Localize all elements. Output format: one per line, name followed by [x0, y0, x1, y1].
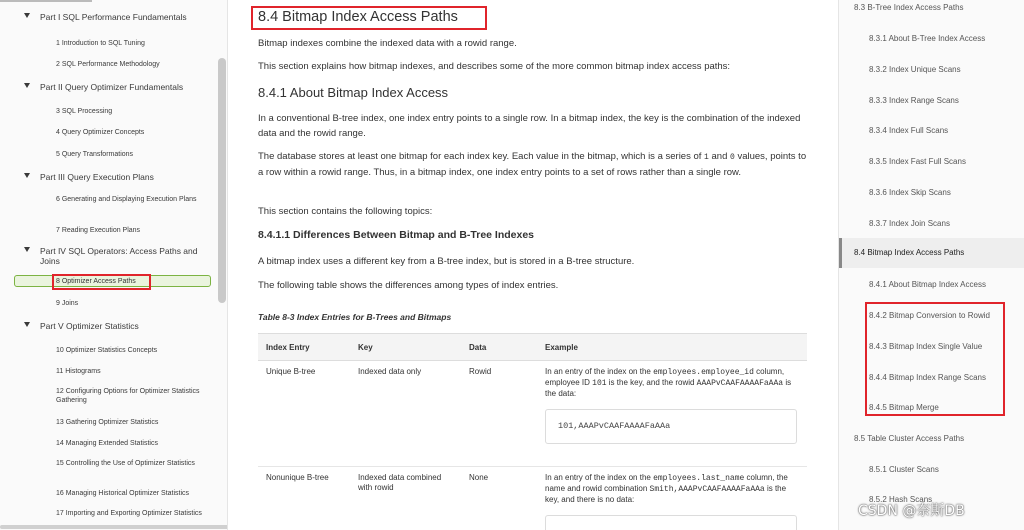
toc-chapter-item[interactable]: 12 Configuring Options for Optimizer Statistics Gathering [56, 388, 200, 404]
caret-down-icon[interactable] [24, 322, 30, 327]
code-inline: 1 [704, 153, 709, 162]
page-title: 8.4 Bitmap Index Access Paths [258, 9, 458, 25]
paragraph: In a conventional B-tree index, one index entry points to a single row. In a bitmap index, the key is the combination of the indexed data and the rowid range. [258, 113, 801, 139]
toc-part-label: Part V Optimizer Statistics [40, 321, 139, 331]
subsection-heading: 8.4.1.1 Differences Between Bitmap and B-Tree Indexes [258, 229, 535, 241]
table-cell: Unique B-tree [258, 361, 350, 467]
toc-chapter-item[interactable]: 2 SQL Performance Methodology [56, 61, 160, 68]
caret-down-icon[interactable] [24, 173, 30, 178]
toc-chapter-item[interactable]: 4 Query Optimizer Concepts [56, 129, 145, 136]
cell-text: is the key, and there is no data: [545, 484, 787, 504]
code-inline: AAAPvCAAFAAAAFaAAa [696, 379, 784, 388]
section-heading: 8.4.1 About Bitmap Index Access [258, 85, 449, 100]
page-toc-sidebar [838, 0, 1024, 530]
cell-text: is the key, and the rowid [606, 378, 697, 387]
table-row [258, 361, 807, 467]
column-header: Example [537, 334, 807, 361]
code-inline: employees.employee_id [653, 368, 754, 377]
highlight-annotation [52, 274, 151, 290]
caret-down-icon[interactable] [24, 247, 30, 252]
page-toc-item[interactable]: 8.3.3 Index Range Scans [869, 96, 959, 105]
toc-part-label: Part I SQL Performance Fundamentals [40, 12, 187, 22]
page-toc-item[interactable]: 8.3.5 Index Fast Full Scans [869, 157, 966, 166]
code-inline: 0 [730, 153, 735, 162]
scroll-indicator [0, 0, 92, 2]
code-block [545, 515, 797, 530]
cell-text: column, employee ID [545, 367, 785, 387]
toc-part-label: Part II Query Optimizer Fundamentals [40, 82, 184, 92]
example-text [545, 367, 799, 399]
page-toc-item[interactable]: 8.5 Table Cluster Access Paths [854, 434, 965, 443]
toc-chapter-item[interactable]: 7 Reading Execution Plans [56, 227, 141, 234]
page-toc-item[interactable]: 8.3.6 Index Skip Scans [869, 188, 951, 197]
paragraph: This section contains the following topics: [258, 206, 433, 217]
cell-text: column, the name and rowid combination [545, 473, 788, 493]
page-toc-item[interactable]: 8.5.1 Cluster Scans [869, 465, 939, 474]
paragraph-text: values, points to a row within a rowid range. Thus, in a bitmap index, one index entry points to a set of rows rather than a single row. [258, 151, 807, 178]
toc-chapter-item[interactable]: 16 Managing Historical Optimizer Statistics [56, 490, 190, 497]
table-row [258, 467, 807, 530]
paragraph-text: and [708, 151, 730, 162]
intro-text: Bitmap indexes combine the indexed data with a rowid range. [258, 38, 517, 49]
column-header: Index Entry [258, 334, 350, 361]
paragraph: The following table shows the differences among types of index entries. [258, 280, 559, 291]
page-toc-item[interactable]: 8.4.5 Bitmap Merge [869, 403, 939, 412]
toc-chapter-item[interactable]: 13 Gathering Optimizer Statistics [56, 419, 159, 426]
toc-chapter-item[interactable]: 11 Histograms [56, 368, 101, 375]
paragraph [258, 149, 813, 180]
table-caption: Table 8-3 Index Entries for B-Trees and Bitmaps [258, 312, 452, 322]
page-toc-item[interactable]: 8.3.4 Index Full Scans [869, 126, 949, 135]
page-toc-item[interactable]: 8.3.2 Index Unique Scans [869, 65, 961, 74]
toc-chapter-item[interactable]: 17 Importing and Exporting Optimizer Statistics [56, 510, 202, 517]
code-inline: employees.last_name [653, 474, 745, 483]
example-text [545, 473, 799, 505]
page-toc-item[interactable]: 8.3 B-Tree Index Access Paths [854, 3, 964, 12]
toc-chapter-item[interactable]: 15 Controlling the Use of Optimizer Statistics [56, 460, 195, 467]
watermark: CSDN @奈斯DB [858, 503, 965, 519]
toc-chapter-item[interactable]: 14 Managing Extended Statistics [56, 440, 158, 447]
page-toc-item[interactable]: 8.4.3 Bitmap Index Single Value [869, 342, 983, 351]
code-block: 101,AAAPvCAAFAAAAFaAAa [545, 409, 797, 444]
table-cell: None [461, 467, 537, 530]
table-cell: Indexed data only [350, 361, 461, 467]
toc-chapter-item[interactable]: 10 Optimizer Statistics Concepts [56, 347, 158, 354]
page-toc-item-label: 8.4 Bitmap Index Access Paths [854, 248, 965, 257]
table-cell [537, 467, 807, 530]
page-toc-item[interactable]: 8.3.1 About B-Tree Index Access [869, 34, 986, 43]
column-header: Key [350, 334, 461, 361]
page-toc-item[interactable]: 8.5.2 Hash Scans [869, 495, 933, 504]
toc-chapter-item[interactable]: 9 Joins [56, 300, 79, 307]
cell-text: In an entry of the index on the [545, 473, 654, 482]
book-toc-sidebar [0, 0, 228, 530]
toc-chapter-item[interactable]: 3 SQL Processing [56, 108, 113, 115]
toc-item-label: 8 Optimizer Access Paths [56, 278, 136, 285]
table-cell: Nonunique B-tree [258, 467, 350, 530]
title-highlight-annotation [251, 6, 487, 30]
cell-text: is the data: [545, 378, 792, 398]
page-toc-item-active[interactable] [839, 238, 1024, 268]
caret-down-icon[interactable] [24, 83, 30, 88]
page-toc-item[interactable]: 8.4.1 About Bitmap Index Access [869, 280, 986, 289]
toc-chapter-item[interactable]: 5 Query Transformations [56, 151, 134, 158]
caret-down-icon[interactable] [24, 13, 30, 18]
table-cell: Rowid [461, 361, 537, 467]
cell-text: In an entry of the index on the [545, 367, 654, 376]
column-header: Data [461, 334, 537, 361]
toc-part-label: Part IV SQL Operators: Access Paths and Joins [40, 246, 198, 266]
paragraph: A bitmap index uses a different key from a B-tree index, but is stored in a B-tree structure. [258, 256, 635, 267]
table-cell [537, 361, 807, 467]
code-inline: 101 [592, 379, 607, 388]
paragraph-text: The database stores at least one bitmap for each index key. Each value in the bitmap, which is a series of [258, 151, 705, 162]
highlight-annotation [865, 302, 1005, 416]
code-inline: Smith,AAAPvCAAFAAAAFaAAa [649, 485, 765, 494]
page-toc-item[interactable]: 8.3.7 Index Join Scans [869, 219, 950, 228]
page-toc-item[interactable]: 8.4.2 Bitmap Conversion to Rowid [869, 311, 990, 320]
table-cell: Indexed data combined with rowid [350, 467, 461, 530]
toc-chapter-item[interactable]: 1 Introduction to SQL Tuning [56, 40, 145, 47]
toc-chapter-item[interactable]: 6 Generating and Displaying Execution Plans [56, 196, 197, 203]
sidebar-scrollbar[interactable] [218, 58, 226, 303]
content-pane [228, 0, 838, 530]
page-toc-item[interactable]: 8.4.4 Bitmap Index Range Scans [869, 373, 986, 382]
intro-text-2: This section explains how bitmap indexes, and describes some of the more common bitmap index access paths: [258, 61, 731, 72]
toc-part-label: Part III Query Execution Plans [40, 172, 154, 182]
index-entries-table [258, 333, 807, 530]
table-header-row [258, 334, 807, 361]
horizontal-scrollbar[interactable] [0, 525, 228, 529]
